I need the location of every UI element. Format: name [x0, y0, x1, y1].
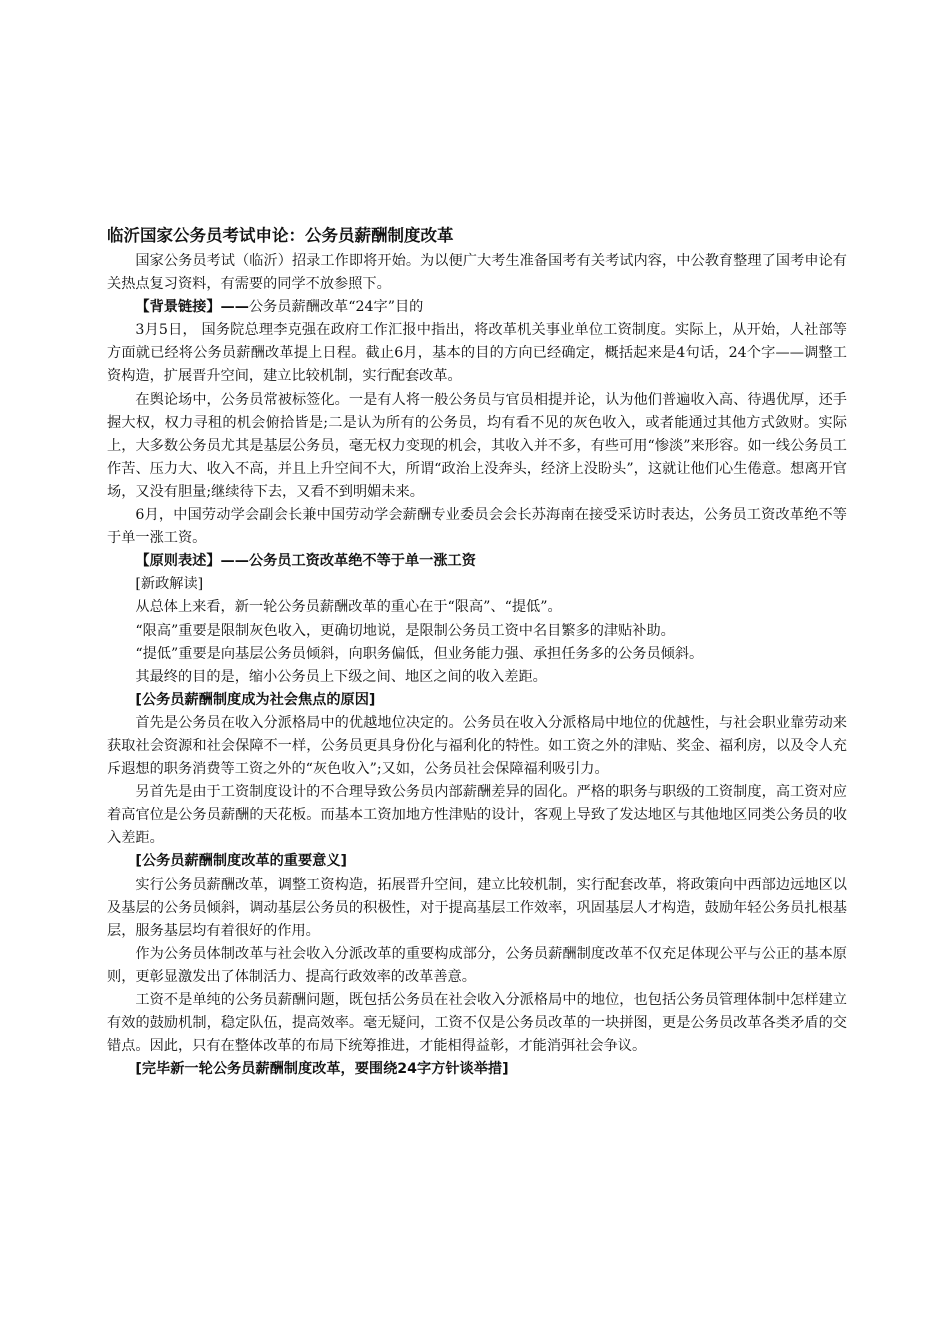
new-policy-line-1: 从总体上来看，新一轮公务员薪酬改革的重心在于“限高”、“提低”。 — [135, 599, 562, 616]
principle-heading-text: 【原则表述】——公务员工资改革绝不等于单一涨工资 — [135, 553, 476, 570]
final-heading: [完毕新一轮公务员薪酬制度改革，要围绕24字方针谈举措] — [135, 1061, 509, 1078]
significance-paragraph-1: 实行公务员薪酬改革，调整工资构造，拓展晋升空间，建立比较机制，实行配套改革，将政策向中西部边远地区以及基层的公务员倾斜，调动基层公务员的积极性，对于提高基层工作效率，巩固基层人才构造，鼓励年轻公务员扎根基层，服务基层均有着很好的作用。 — [107, 876, 847, 939]
principle-heading — [107, 550, 847, 573]
new-policy-heading: [新政解读] — [135, 576, 204, 593]
intro-paragraph: 国家公务员考试（临沂）招录工作即将开始。为以便广大考生准备国考有关考试内容，中公教育整理了国考申论有关热点复习资料，有需要的同学不放参照下。 — [107, 253, 847, 293]
march-paragraph: 3月5日， 国务院总理李克强在政府工作汇报中指出，将改革机关事业单位工资制度。实际上，从开始，人社部等方面就已经将公务员薪酬改革提上日程。截止6月，基本的目的方向已经确定，概括起来是4句话，24个字——调整工资构造，扩展晋升空间，建立比较机制，实行配套改革。 — [107, 322, 847, 385]
background-title: 公务员薪酬改革“24字”目的 — [248, 299, 424, 316]
reason-heading: [公务员薪酬制度成为社会焦点的原因] — [135, 691, 376, 708]
opinion-paragraph: 在舆论场中，公务员常被标签化。一是有人将一般公务员与官员相提并论，认为他们普遍收入高、待遇优厚，还手握大权，权力寻租的机会俯拾皆是;二是认为所有的公务员，均有看不见的灰色收入，或者能通过其他方式敛财。实际上，大多数公务员尤其是基层公务员，毫无权力变现的机会，其收入并不多，有些可用“惨淡”来形容。如一线公务员工作苦、压力大、收入不高，并且上升空间不大，所谓“政治上没奔头，经济上没盼头”，这就让他们心生倦意。想离开官场，又没有胆量;继续待下去，又看不到明媚未来。 — [107, 391, 847, 500]
significance-paragraph-2: 作为公务员体制改革与社会收入分派改革的重要构成部分，公务员薪酬制度改革不仅充足体现公平与公正的基本原则，更彰显激发出了体制活力、提高行政效率的改革善意。 — [107, 945, 847, 985]
significance-heading: [公务员薪酬制度改革的重要意义] — [135, 853, 347, 870]
significance-paragraph-3: 工资不是单纯的公务员薪酬问题，既包括公务员在社会收入分派格局中的地位，也包括公务员管理体制中怎样建立有效的鼓励机制，稳定队伍，提高效率。毫无疑问，工资不仅是公务员改革的一块拼图，更是公务员改革各类矛盾的交错点。因此，只有在整体改革的布局下统筹推进，才能相得益彰，才能消弭社会争议。 — [107, 992, 847, 1055]
document-title: 临沂国家公务员考试申论：公务员薪酬制度改革 — [107, 226, 454, 245]
new-policy-line-4: 其最终的目的是，缩小公务员上下级之间、地区之间的收入差距。 — [135, 668, 547, 685]
reason-paragraph-1: 首先是公务员在收入分派格局中的优越地位决定的。公务员在收入分派格局中地位的优越性，与社会职业靠劳动来获取社会资源和社会保障不一样，公务员更具身份化与福利化的特性。如工资之外的津贴、奖金、福利房，以及令人充斥遐想的职务消费等工资之外的“灰色收入”;又如，公务员社会保障福利吸引力。 — [107, 714, 847, 778]
new-policy-line-3: “提低”重要是向基层公务员倾斜，向职务偏低，但业务能力强、承担任务多的公务员倾斜。 — [135, 645, 704, 662]
background-heading — [107, 296, 847, 319]
document-page — [107, 224, 847, 1081]
new-policy-line-2: “限高”重要是限制灰色收入，更确切地说，是限制公务员工资中名目繁多的津贴补助。 — [135, 622, 675, 639]
june-paragraph: 6月，中国劳动学会副会长兼中国劳动学会薪酬专业委员会会长苏海南在接受采访时表达，公务员工资改革绝不等于单一涨工资。 — [107, 507, 847, 547]
reason-paragraph-2: 另首先是由于工资制度设计的不合理导致公务员内部薪酬差异的固化。严格的职务与职级的工资制度，高工资对应着高官位是公务员薪酬的天花板。而基本工资加地方性津贴的设计，客观上导致了发达地区与其他地区同类公务员的收入差距。 — [107, 784, 847, 847]
background-label: 【背景链接】—— — [135, 299, 249, 316]
